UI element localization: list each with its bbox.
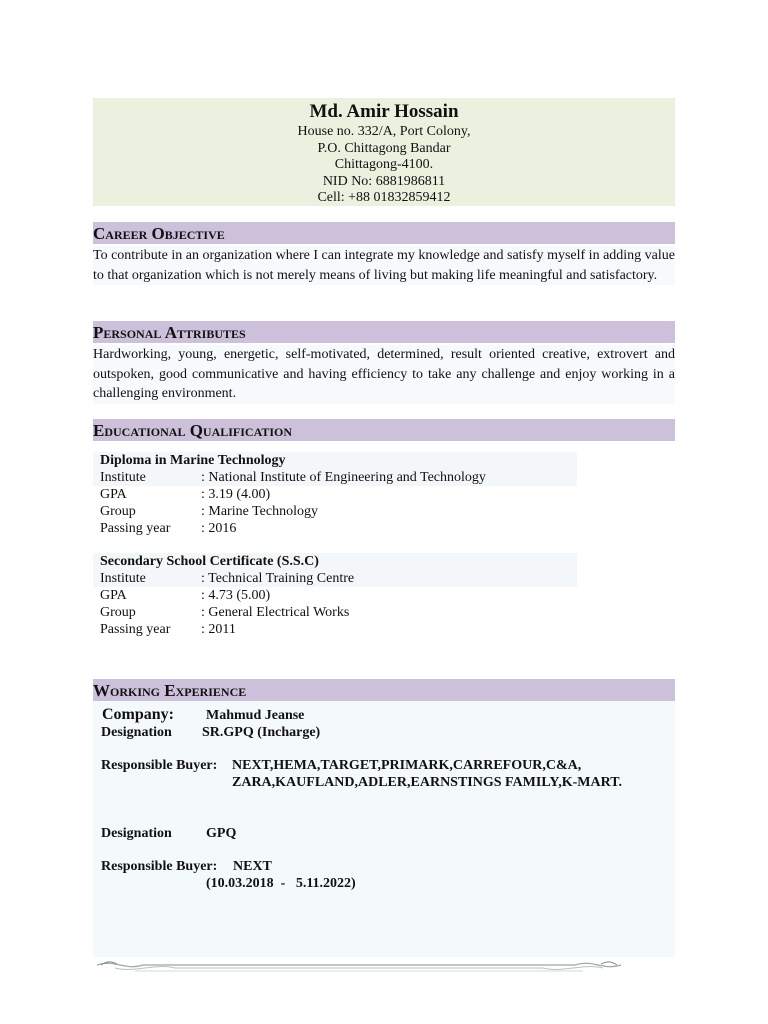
ssc-title: Secondary School Certificate (S.S.C) (100, 554, 319, 569)
designation-value-2: GPQ (206, 826, 237, 841)
buyer-label-2: Responsible Buyer: (101, 859, 218, 874)
ssc-group-row (100, 604, 349, 621)
ssc-group-value: : General Electrical Works (201, 605, 350, 620)
diploma-gpa-label: GPA (100, 487, 127, 502)
personal-attributes-text: Hardworking, young, energetic, self-motivated, determined, result oriented creative, extrovert and outspoken, good communicative and having efficiency to take any challenge and enjoy working in a challenging environment. (93, 345, 675, 404)
buyers-value-2: NEXT (233, 859, 272, 874)
contact-header (93, 98, 675, 206)
nid-number: NID No: 6881986811 (322, 173, 446, 189)
address-line-2: P.O. Chittagong Bandar (317, 140, 451, 156)
career-objective-heading: Career Objective (93, 222, 675, 244)
ssc-institute-row (100, 570, 354, 587)
diploma-group-label: Group (100, 504, 136, 519)
company-label: Company: (102, 706, 175, 723)
ssc-year-row (100, 621, 236, 638)
career-objective-text: To contribute in an organization where I can integrate my knowledge and satisfy myself in adding value to that organization which is not merely means of living but making life meaningful and satisfactory. (93, 246, 675, 285)
diploma-gpa-value: : 3.19 (4.00) (201, 487, 271, 502)
address-line-1: House no. 332/A, Port Colony, (297, 124, 471, 139)
diploma-year-row (100, 520, 236, 537)
designation-label-2: Designation (101, 826, 172, 841)
education-heading: Educational Qualification (93, 419, 675, 441)
diploma-gpa-row (100, 486, 270, 503)
ssc-institute-label: Institute (100, 571, 146, 586)
cell-number: Cell: +88 01832859412 (317, 190, 451, 205)
company-name: Mahmud Jeanse (206, 708, 305, 723)
personal-attributes-heading: Personal Attributes (93, 321, 675, 343)
working-experience-heading: Working Experience (93, 679, 675, 701)
diploma-institute-label: Institute (100, 470, 146, 485)
decorative-flourish-divider (95, 955, 623, 977)
ssc-year-value: : 2011 (201, 622, 236, 637)
diploma-title: Diploma in Marine Technology (100, 453, 286, 468)
address-line-3: Chittagong-4100. (334, 157, 434, 172)
ssc-gpa-label: GPA (100, 588, 127, 603)
diploma-group-row (100, 503, 318, 520)
diploma-group-value: : Marine Technology (201, 504, 318, 519)
candidate-name: Md. Amir Hossain (309, 101, 459, 122)
diploma-institute-row (100, 469, 486, 486)
buyers-line-2: ZARA,KAUFLAND,ADLER,EARNSTINGS FAMILY,K-MART. (232, 775, 622, 790)
ssc-gpa-value: : 4.73 (5.00) (201, 588, 271, 603)
ssc-gpa-row (100, 587, 270, 604)
working-experience-panel (93, 701, 675, 957)
ssc-institute-value: : Technical Training Centre (201, 571, 355, 586)
employment-period: (10.03.2018 - 5.11.2022) (206, 876, 356, 891)
buyer-label-1: Responsible Buyer: (101, 758, 218, 773)
ssc-group-label: Group (100, 605, 136, 620)
designation-value-1: SR.GPQ (Incharge) (202, 725, 321, 740)
diploma-institute-value: : National Institute of Engineering and Technology (201, 470, 486, 485)
ssc-year-label: Passing year (100, 622, 171, 637)
diploma-year-value: : 2016 (201, 521, 237, 536)
diploma-year-label: Passing year (100, 521, 171, 536)
buyers-line-1: NEXT,HEMA,TARGET,PRIMARK,CARREFOUR,C&A, (232, 758, 582, 773)
designation-label-1: Designation (101, 725, 172, 740)
